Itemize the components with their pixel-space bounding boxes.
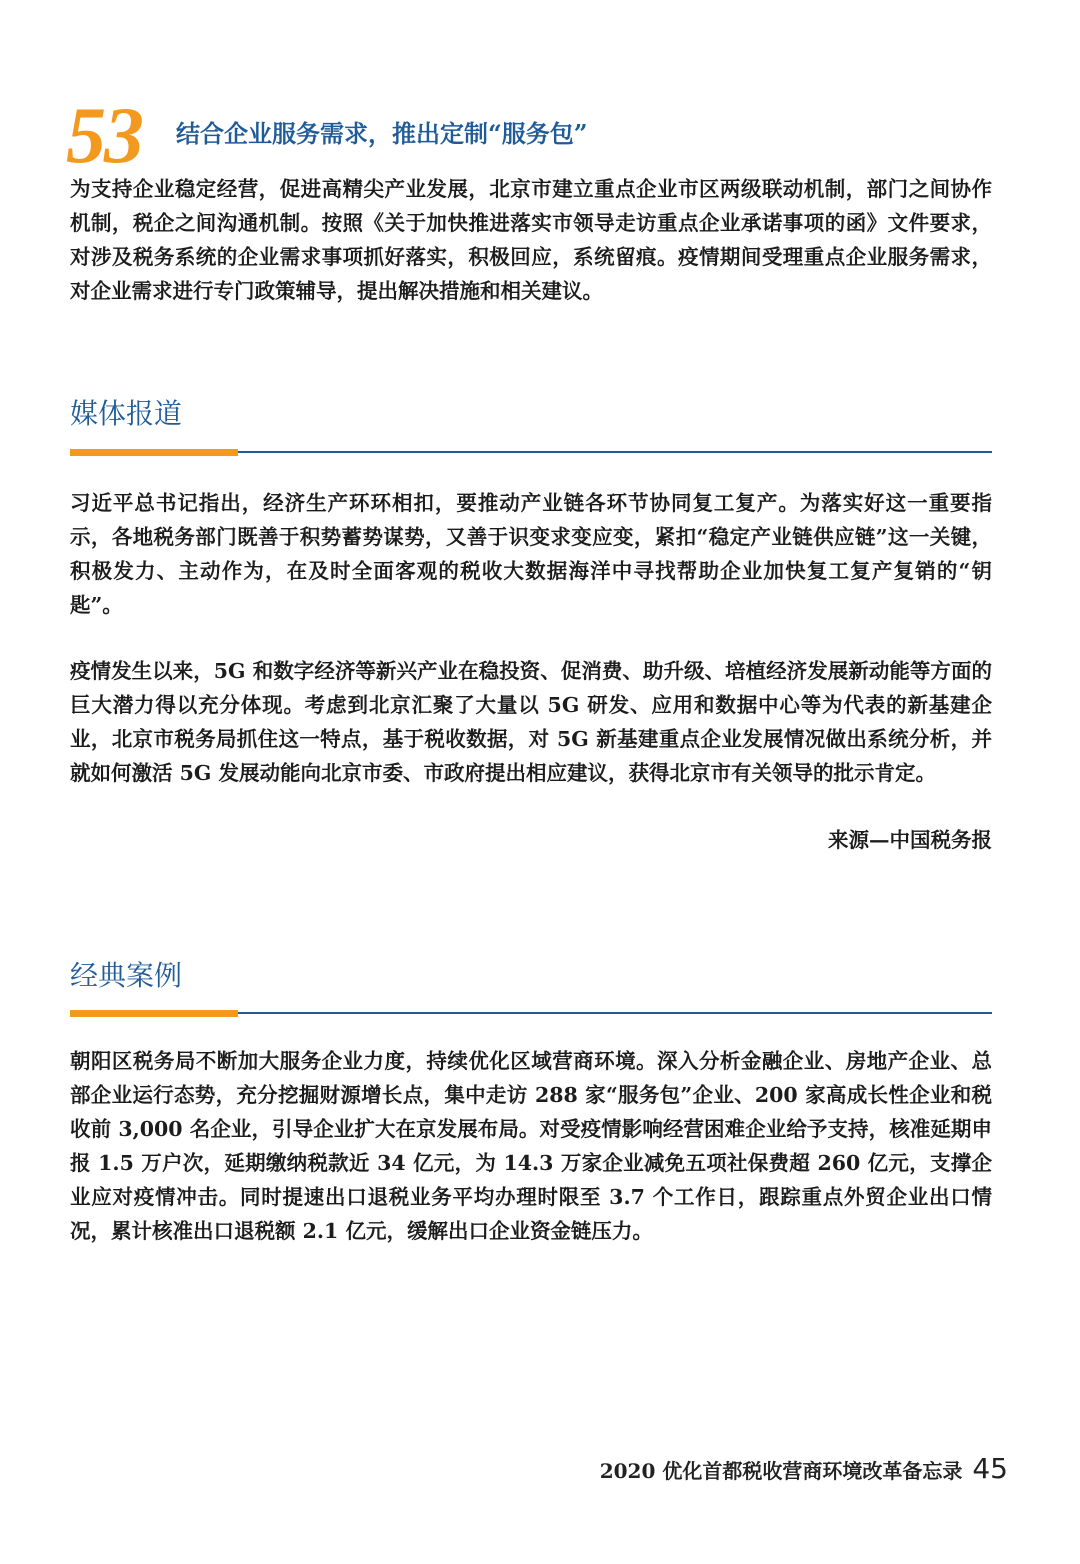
item-body: 为支持企业稳定经营，促进高精尖产业发展，北京市建立重点企业市区两级联动机制，部门之间协作机制，税企之间沟通机制。按照《关于加快推进落实市领导走访重点企业承诺事项的函》文件要求，对涉及税务系统的企业需求事项抓好落实，积极回应，系统留痕。疫情期间受理重点企业服务需求，对企业需求进行专门政策辅导，提出解决措施和相关建议。 bbox=[70, 177, 992, 303]
media-source: 来源—中国税务报 bbox=[828, 828, 992, 852]
page-number: 45 bbox=[972, 1452, 1008, 1485]
media-paragraph: 习近平总书记指出，经济生产环环相扣，要推动产业链各环节协同复工复产。为落实好这一重要指示，各地税务部门既善于积势蓄势谋势，又善于识变求变应变，紧扣“稳定产业链供应链”这一关键，积极发力、主动作为，在及时全面客观的税收大数据海洋中寻找帮助企业加快复工复产复销的“钥匙”。 bbox=[70, 491, 992, 617]
media-paragraph: 疫情发生以来，5G 和数字经济等新兴产业在稳投资、促消费、助升级、培植经济发展新动能等方面的巨大潜力得以充分体现。考虑到北京汇聚了大量以 5G 研发、应用和数据中心等为代表的新基建企业，北京市税务局抓住这一特点，基于税收数据，对 5G 新基建重点企业发展情况做出系统分析，并就如何激活 5G 发展动能向北京市委、市政府提出相应建议，获得北京市有关领导的批示肯定。 bbox=[70, 659, 992, 785]
cases-section-heading: 经典案例 bbox=[70, 959, 183, 992]
item-title: 结合企业服务需求，推出定制“服务包” bbox=[176, 119, 588, 148]
cases-body: 朝阳区税务局不断加大服务企业力度，持续优化区域营商环境。深入分析金融企业、房地产企业、总部企业运行态势，充分挖掘财源增长点，集中走访 288 家“服务包”企业、200 家高成长性企业和税收前 3,000 名企业，引导企业扩大在京发展布局。对受疫情影响经营困难企业给予支持，核准延期申报 1.5 万户次，延期缴纳税款近 34 亿元，为 14.3 万家企业减免五项社保费超 260 亿元，支撑企业应对疫情冲击。同时提速出口退税业务平均办理时限至 3.7 个工作日，跟踪重点外贸企业出口情况，累计核准出口退税额 2.1 亿元，缓解出口企业资金链压力。 bbox=[70, 1049, 992, 1243]
footer-title: 2020 优化首都税收营商环境改革备忘录 bbox=[599, 1459, 963, 1483]
item-number: 53 bbox=[66, 92, 142, 180]
section-divider-accent bbox=[70, 449, 238, 456]
media-section-heading: 媒体报道 bbox=[70, 397, 183, 430]
page-footer bbox=[600, 1454, 1008, 1486]
section-divider-accent bbox=[70, 1010, 238, 1017]
